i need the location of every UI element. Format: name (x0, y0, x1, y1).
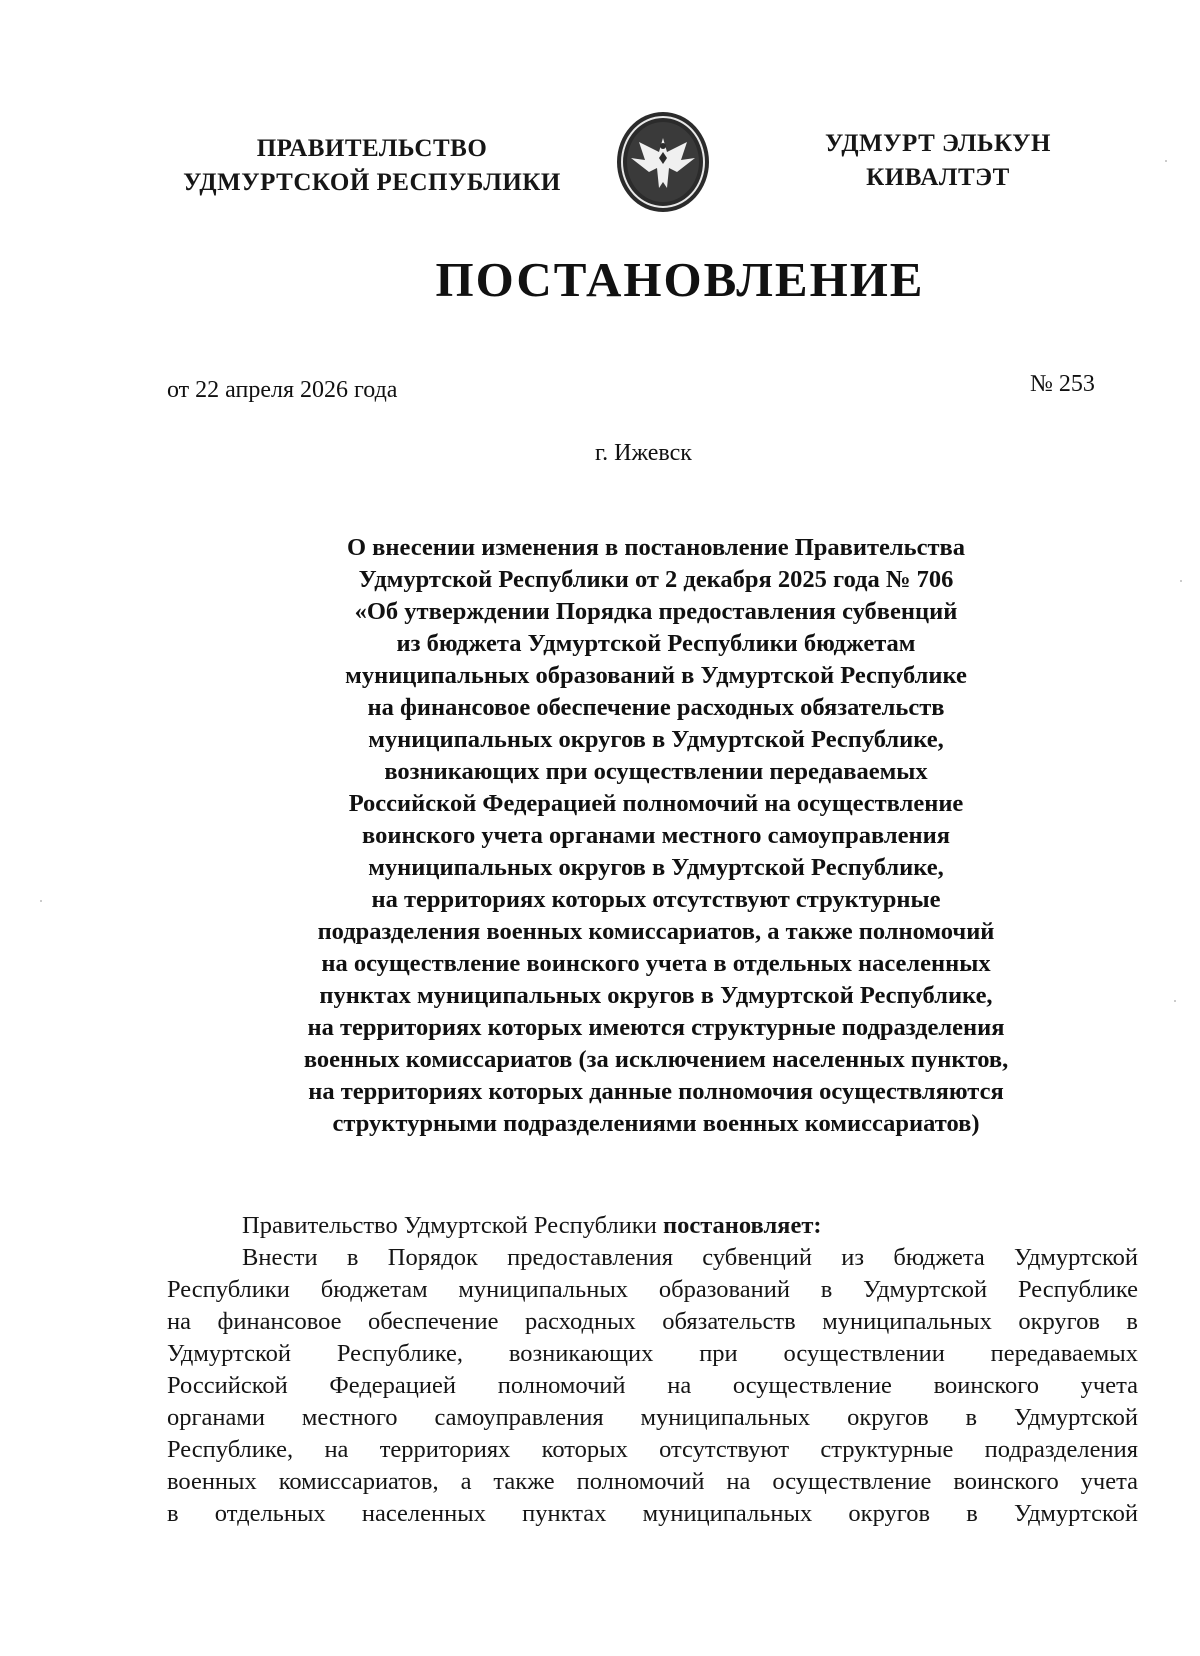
title-line: военных комиссариатов (за исключением населенных пунктов, (303, 1046, 1009, 1073)
body-line: Республики бюджетам муниципальных образований в Удмуртской Республике (167, 1276, 1138, 1303)
title-line: муниципальных округов в Удмуртской Республике, (368, 726, 944, 753)
intro-paragraph (167, 1210, 1138, 1242)
title-line: Удмуртской Республики от 2 декабря 2025 года № 706 (358, 566, 954, 593)
document-number: № 253 (1030, 371, 1095, 397)
title-line: возникающих при осуществлении передаваемых (384, 758, 928, 785)
body-line: органами местного самоуправления муниципальных округов в Удмуртской (167, 1404, 1138, 1431)
body-line: Российской Федерацией полномочий на осуществление воинского учета (167, 1372, 1138, 1399)
header-right (792, 127, 1084, 195)
body-line: в отдельных населенных пунктах муниципальных округов в Удмуртской (167, 1500, 1138, 1527)
scan-speck (1174, 1000, 1176, 1002)
title-line: из бюджета Удмуртской Республики бюджетам (396, 630, 916, 657)
body-line: Удмуртской Республике, возникающих при осуществлении передаваемых (167, 1340, 1138, 1367)
header-left (152, 132, 592, 200)
title-line: на территориях которых данные полномочия осуществляются (308, 1078, 1004, 1105)
body-line: Внести в Порядок предоставления субвенций из бюджета Удмуртской (242, 1244, 1138, 1271)
document-body (167, 1210, 1138, 1530)
header-right-line: УДМУРТ ЭЛЬКУН (825, 130, 1051, 157)
title-line: «Об утверждении Порядка предоставления субвенций (354, 598, 958, 625)
title-line: воинского учета органами местного самоуправления (362, 822, 950, 849)
title-line: пунктах муниципальных округов в Удмуртской Республике, (319, 982, 993, 1009)
title-line: на финансовое обеспечение расходных обязательств (367, 694, 945, 721)
title-line: на осуществление воинского учета в отдельных населенных (321, 950, 991, 977)
body-line: Республике, на территориях которых отсутствуют структурные подразделения (167, 1436, 1138, 1463)
intro-text: Правительство Удмуртской Республики (242, 1212, 663, 1239)
document-city: г. Ижевск (595, 440, 692, 466)
decree-verb: постановляет: (662, 1212, 822, 1239)
header-right-line: КИВАЛТЭТ (866, 164, 1010, 191)
header-left-line: УДМУРТСКОЙ РЕСПУБЛИКИ (183, 169, 561, 196)
document-title (226, 532, 1086, 1140)
body-line: военных комиссариатов, а также полномочий на осуществление воинского учета (167, 1468, 1138, 1495)
title-line: на территориях которых имеются структурные подразделения (307, 1014, 1005, 1041)
scan-speck (40, 900, 42, 902)
scan-speck (1180, 580, 1182, 582)
title-line: муниципальных округов в Удмуртской Республике, (368, 854, 944, 881)
scan-speck (1165, 160, 1167, 162)
coat-of-arms-emblem (609, 108, 717, 216)
title-line: на территориях которых отсутствуют структурные (371, 886, 941, 913)
title-line: О внесении изменения в постановление Правительства (347, 534, 965, 561)
body-line: на финансовое обеспечение расходных обязательств муниципальных округов в (167, 1308, 1138, 1335)
title-line: Российской Федерацией полномочий на осуществление (348, 790, 964, 817)
document-date: от 22 апреля 2026 года (167, 377, 398, 403)
title-line: подразделения военных комиссариатов, а также полномочий (317, 918, 995, 945)
document-type: ПОСТАНОВЛЕНИЕ (435, 252, 925, 307)
title-line: структурными подразделениями военных комиссариатов) (332, 1110, 980, 1137)
title-line: муниципальных образований в Удмуртской Республике (345, 662, 967, 689)
header-left-line: ПРАВИТЕЛЬСТВО (256, 135, 488, 162)
